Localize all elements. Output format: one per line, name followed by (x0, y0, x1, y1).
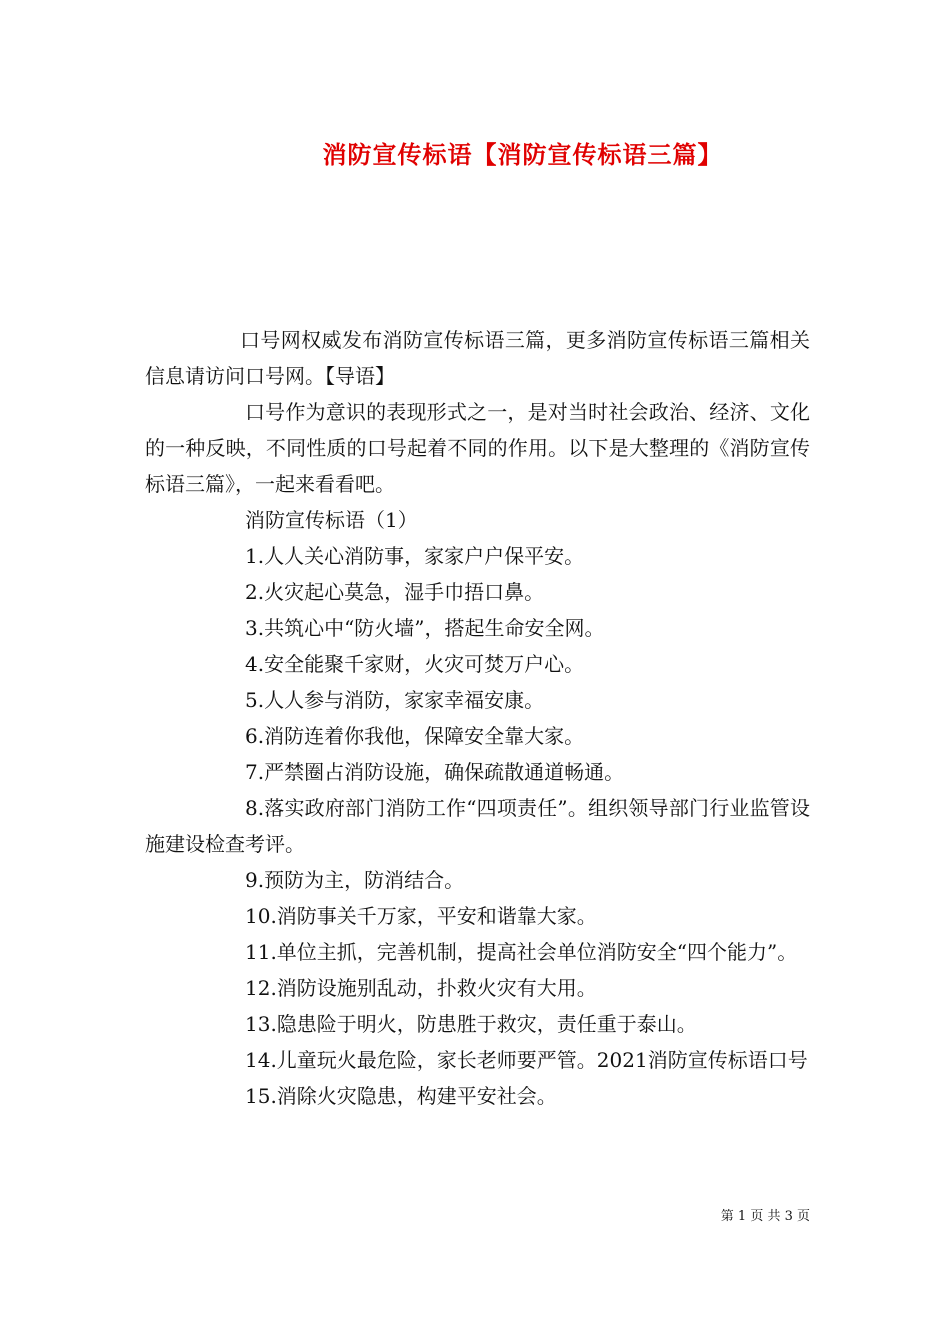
slogan-item: 14.儿童玩火最危险，家长老师要严管。2021消防宣传标语口号 (245, 1048, 808, 1072)
slogan-item: 4.安全能聚千家财，火灾可焚万户心。 (245, 652, 585, 676)
document-title: 消防宣传标语【消防宣传标语三篇】 (322, 140, 723, 169)
slogan-item: 1.人人关心消防事，家家户户保平安。 (245, 544, 585, 568)
document-body (145, 322, 810, 1114)
slogan-item: 15.消除火灾隐患，构建平安社会。 (245, 1084, 557, 1108)
slogan-item: 13.隐患险于明火，防患胜于救灾，责任重于泰山。 (245, 1012, 697, 1036)
slogan-item: 11.单位主抓，完善机制，提高社会单位消防安全“四个能力”。 (245, 940, 798, 964)
page-number: 第 1 页 共 3 页 (720, 1209, 810, 1224)
slogan-item: 9.预防为主，防消结合。 (245, 868, 465, 892)
intro-paragraph: 口号网权威发布消防宣传标语三篇，更多消防宣传标语三篇相关信息请访问口号网。【导语】 (145, 328, 810, 388)
slogan-item: 6.消防连着你我他，保障安全靠大家。 (245, 724, 585, 748)
slogan-item: 12.消防设施别乱动，扑救火灾有大用。 (245, 976, 597, 1000)
lead-paragraph: 口号作为意识的表现形式之一，是对当时社会政治、经济、文化的一种反映，不同性质的口号起着不同的作用。以下是大整理的《消防宣传标语三篇》，一起来看看吧。 (145, 400, 810, 496)
slogan-item: 7.严禁圈占消防设施，确保疏散通道畅通。 (245, 760, 625, 784)
slogan-item: 10.消防事关千万家，平安和谐靠大家。 (245, 904, 597, 928)
section-heading: 消防宣传标语（1） (245, 508, 418, 532)
slogan-item: 5.人人参与消防，家家幸福安康。 (245, 688, 545, 712)
slogan-item: 2.火灾起心莫急，湿手巾捂口鼻。 (245, 580, 545, 604)
slogan-item: 3.共筑心中“防火墙”，搭起生命安全网。 (245, 616, 605, 640)
slogan-item: 8.落实政府部门消防工作“四项责任”。组织领导部门行业监管设施建设检查考评。 (145, 796, 810, 856)
